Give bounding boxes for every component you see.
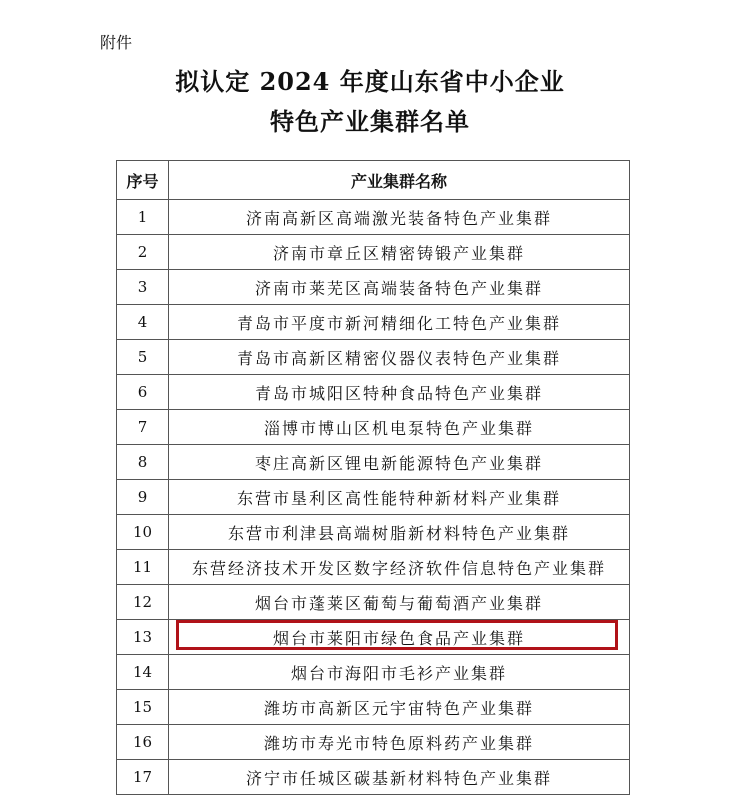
row-seq: 8	[117, 445, 169, 480]
table-row	[117, 445, 630, 480]
row-name: 烟台市海阳市毛衫产业集群	[169, 655, 630, 690]
table-row	[117, 270, 630, 305]
document-title-line-2: 特色产业集群名单	[270, 107, 470, 136]
row-name: 枣庄高新区锂电新能源特色产业集群	[169, 445, 630, 480]
row-seq: 13	[117, 620, 169, 655]
row-seq: 14	[117, 655, 169, 690]
row-name: 东营经济技术开发区数字经济软件信息特色产业集群	[169, 550, 630, 585]
table-row	[117, 550, 630, 585]
table-row	[117, 725, 630, 760]
row-seq: 17	[117, 760, 169, 795]
table-row	[117, 410, 630, 445]
header-name: 产业集群名称	[169, 161, 630, 200]
row-seq: 6	[117, 375, 169, 410]
row-name: 东营市利津县高端树脂新材料特色产业集群	[169, 515, 630, 550]
row-seq: 16	[117, 725, 169, 760]
table-row	[117, 690, 630, 725]
row-name: 青岛市城阳区特种食品特色产业集群	[169, 375, 630, 410]
row-seq: 9	[117, 480, 169, 515]
row-seq: 10	[117, 515, 169, 550]
row-seq: 1	[117, 200, 169, 235]
row-seq: 3	[117, 270, 169, 305]
row-name: 东营市垦利区高性能特种新材料产业集群	[169, 480, 630, 515]
table-row-highlighted	[117, 620, 630, 655]
row-name: 潍坊市寿光市特色原料药产业集群	[169, 725, 630, 760]
attachment-label: 附件	[100, 33, 133, 52]
row-name: 青岛市平度市新河精细化工特色产业集群	[169, 305, 630, 340]
table-row	[117, 340, 630, 375]
row-name: 济南高新区高端激光装备特色产业集群	[169, 200, 630, 235]
table-row	[117, 305, 630, 340]
row-seq: 12	[117, 585, 169, 620]
table-row	[117, 760, 630, 795]
row-name: 淄博市博山区机电泵特色产业集群	[169, 410, 630, 445]
table-row	[117, 515, 630, 550]
row-name: 烟台市莱阳市绿色食品产业集群	[169, 620, 630, 655]
row-name: 青岛市高新区精密仪器仪表特色产业集群	[169, 340, 630, 375]
row-seq: 4	[117, 305, 169, 340]
row-seq: 15	[117, 690, 169, 725]
document-title-line-1: 拟认定 2024 年度山东省中小企业	[175, 67, 565, 96]
row-name: 潍坊市高新区元宇宙特色产业集群	[169, 690, 630, 725]
row-name: 烟台市蓬莱区葡萄与葡萄酒产业集群	[169, 585, 630, 620]
row-seq: 2	[117, 235, 169, 270]
industry-cluster-table	[116, 160, 630, 795]
table-row	[117, 235, 630, 270]
row-name: 济南市章丘区精密铸锻产业集群	[169, 235, 630, 270]
table-row	[117, 200, 630, 235]
row-seq: 11	[117, 550, 169, 585]
row-seq: 5	[117, 340, 169, 375]
table-header-row	[117, 161, 630, 200]
table-row	[117, 375, 630, 410]
row-seq: 7	[117, 410, 169, 445]
row-name: 济宁市任城区碳基新材料特色产业集群	[169, 760, 630, 795]
table-row	[117, 585, 630, 620]
row-name: 济南市莱芜区高端装备特色产业集群	[169, 270, 630, 305]
header-seq: 序号	[117, 161, 169, 200]
table-row	[117, 655, 630, 690]
table-row	[117, 480, 630, 515]
